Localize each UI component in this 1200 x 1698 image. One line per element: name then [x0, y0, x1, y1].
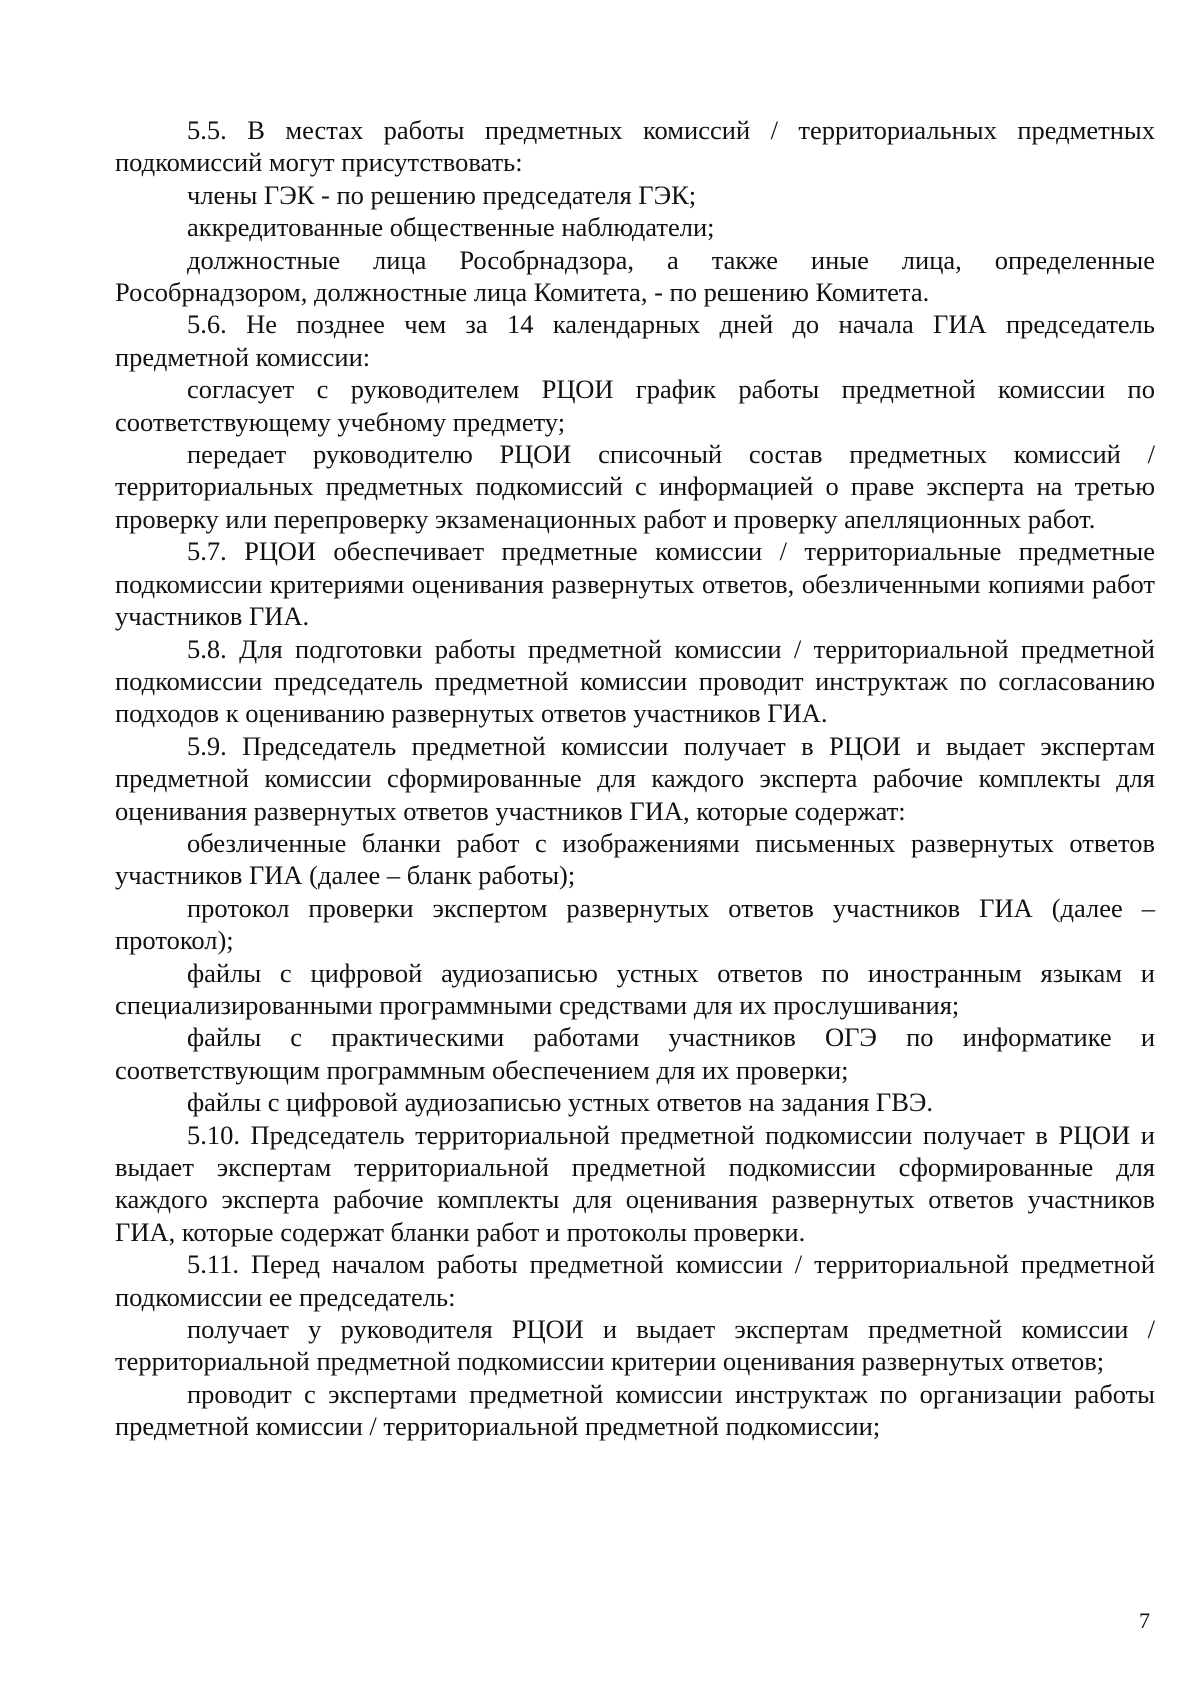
paragraph-gve-audio: файлы с цифровой аудиозаписью устных ответов на задания ГВЭ. — [187, 1087, 934, 1118]
document-body — [115, 114, 1155, 1443]
paragraph-criteria: получает у руководителя РЦОИ и выдает экспертам предметной комиссии / территориальной предметной подкомиссии критерии оценивания развернутых ответов; — [115, 1314, 1155, 1377]
paragraph-briefing: проводит с экспертами предметной комиссии инструктаж по организации работы предметной комиссии / территориальной предметной подкомиссии; — [115, 1378, 1155, 1442]
paragraph-schedule: согласует с руководителем РЦОИ график работы предметной комиссии по соответствующему учебному предмету; — [115, 374, 1155, 437]
paragraph-informatics-files: файлы с практическими работами участников ОГЭ по информатике и соответствующим программным обеспечением для их проверки; — [115, 1022, 1155, 1085]
paragraph-officials: должностные лица Рособрнадзора, а также иные лица, определенные Рособрнадзором, должностные лица Комитета, - по решению Комитета. — [115, 244, 1155, 308]
paragraph-5-5: 5.5. В местах работы предметных комиссий / территориальных предметных подкомиссий могут присутствовать: — [115, 115, 1155, 178]
paragraph-5-9: 5.9. Председатель предметной комиссии получает в РЦОИ и выдает экспертам предметной комиссии сформированные для каждого эксперта рабочие комплекты для оценивания развернутых ответов участников ГИА, которые содержат: — [115, 730, 1155, 826]
paragraph-answer-forms: обезличенные бланки работ с изображениями письменных развернутых ответов участников ГИА (далее – бланк работы); — [115, 827, 1155, 891]
paragraph-5-10: 5.10. Председатель территориальной предметной подкомиссии получает в РЦОИ и выдает экспертам территориальной предметной подкомиссии сформированные для каждого эксперта рабочие комплекты для оценивания развернутых ответов участников ГИА, которые содержат бланки работ и протоколы проверки. — [115, 1119, 1155, 1247]
paragraph-5-7: 5.7. РЦОИ обеспечивает предметные комиссии / территориальные предметные подкомиссии критериями оценивания развернутых ответов, обезличенными копиями работ участников ГИА. — [115, 536, 1155, 632]
paragraph-audio-files: файлы с цифровой аудиозаписью устных ответов по иностранным языкам и специализированными программными средствами для их прослушивания; — [115, 957, 1155, 1020]
paragraph-protocol: протокол проверки экспертом развернутых ответов участников ГИА (далее – протокол); — [115, 892, 1155, 956]
paragraph-observers: аккредитованные общественные наблюдатели; — [187, 212, 715, 243]
paragraph-5-8: 5.8. Для подготовки работы предметной комиссии / территориальной предметной подкомиссии председатель предметной комиссии проводит инструктаж по согласованию подходов к оцениванию развернутых ответов участников ГИА. — [115, 633, 1155, 729]
paragraph-gek-members: члены ГЭК - по решению председателя ГЭК; — [187, 179, 697, 210]
page-number: 7 — [1139, 1608, 1150, 1633]
paragraph-5-11: 5.11. Перед началом работы предметной комиссии / территориальной предметной подкомиссии ее председатель: — [115, 1249, 1155, 1312]
paragraph-roster: передает руководителю РЦОИ списочный состав предметных комиссий / территориальных предметных подкомиссий с информацией о праве эксперта на третью проверку или перепроверку экзаменационных работ и проверку апелляционных работ. — [115, 439, 1155, 534]
paragraph-5-6: 5.6. Не позднее чем за 14 календарных дней до начала ГИА председатель предметной комиссии: — [115, 309, 1155, 372]
